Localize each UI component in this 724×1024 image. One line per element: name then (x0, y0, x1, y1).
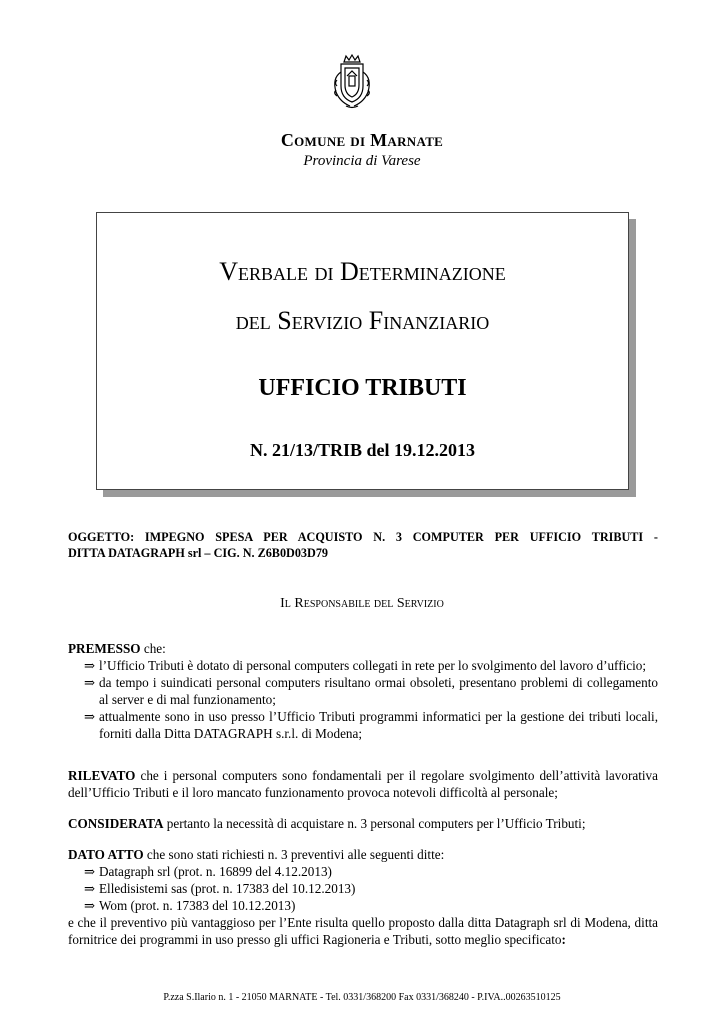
list-item-text: Datagraph srl (prot. n. 16899 del 4.12.2013) (99, 864, 332, 879)
dato-atto-closing-colon: : (561, 932, 566, 947)
arrow-right-icon: ⇒ (84, 881, 96, 896)
dato-atto-closing (68, 914, 658, 948)
list-item-text: l’Ufficio Tributi è dotato di personal computers collegati in rete per lo svolgimento del lavoro d’ufficio; (99, 658, 647, 673)
section-heading-responsabile: Il Responsabile del Servizio (280, 596, 444, 611)
determination-number: N. 21/13/TRIB del 19.12.2013 (249, 440, 476, 460)
premesso-label: PREMESSO (68, 641, 141, 656)
title-ufficio: UFFICIO TRIBUTI (258, 375, 467, 401)
subject-line-1: OGGETTO: IMPEGNO SPESA PER ACQUISTO N. 3 COMPUTER PER UFFICIO TRIBUTI - (68, 530, 658, 544)
list-item-text: attualmente sono in uso presso l’Ufficio Tributi programmi informatici per la gestione dei tributi locali, forniti dalla Ditta DATAGRAPH s.r.l. di Modena; (99, 709, 658, 741)
considerata-text: pertanto la necessità di acquistare n. 3 personal computers per l’Ufficio Tributi; (163, 816, 586, 831)
list-item (68, 880, 658, 897)
rilevato-text: che i personal computers sono fondamentali per il regolare svolgimento dell’attività lavorativa dell’Ufficio Tributi e il loro mancato funzionamento provoca notevoli difficoltà al personale; (68, 768, 658, 800)
dato-atto-text: che sono stati richiesti n. 3 preventivi alle seguenti ditte: (143, 847, 445, 862)
list-item (68, 674, 658, 708)
dato-atto-label: DATO ATTO (68, 847, 144, 862)
subject-oggetto (68, 529, 658, 561)
title-box (96, 212, 629, 490)
list-item-text: Wom (prot. n. 17383 del 10.12.2013) (99, 898, 296, 913)
municipal-crest-icon (328, 52, 376, 110)
arrow-right-icon: ⇒ (84, 898, 96, 913)
premesso-text: che: (140, 641, 166, 656)
rilevato-paragraph (68, 767, 658, 801)
arrow-right-icon: ⇒ (84, 709, 96, 724)
municipality-name: Comune di Marnate (280, 130, 444, 150)
list-item-text: Elledisistemi sas (prot. n. 17383 del 10.12.2013) (99, 881, 356, 896)
arrow-right-icon: ⇒ (84, 658, 96, 673)
title-verbale: Verbale di Determinazione (219, 257, 506, 286)
considerata-label: CONSIDERATA (68, 816, 164, 831)
list-item (68, 708, 658, 742)
province-name: Provincia di Varese (303, 153, 421, 169)
premesso-section (68, 640, 658, 742)
dato-atto-section (68, 846, 658, 948)
list-item (68, 897, 658, 914)
list-item (68, 863, 658, 880)
arrow-right-icon: ⇒ (84, 864, 96, 879)
list-item (68, 657, 658, 674)
rilevato-label: RILEVATO (68, 768, 136, 783)
considerata-paragraph (68, 815, 658, 832)
page-footer: P.zza S.Ilario n. 1 - 21050 MARNATE - Tel. 0331/368200 Fax 0331/368240 - P.IVA..00263510125 (163, 992, 561, 1003)
list-item-text: da tempo i suindicati personal computers risultano ormai obsoleti, presentano problemi di collegamento al server e di mal funzionamento; (99, 675, 658, 707)
title-servizio: del Servizio Finanziario (235, 306, 490, 335)
arrow-right-icon: ⇒ (84, 675, 96, 690)
subject-line-2: DITTA DATAGRAPH srl – CIG. N. Z6B0D03D79 (68, 546, 329, 560)
dato-atto-closing-text: e che il preventivo più vantaggioso per l’Ente risulta quello proposto dalla ditta Datagraph srl di Modena, ditta fornitrice dei programmi in uso presso gli uffici Ragioneria e Tributi, sotto meglio specificato (68, 915, 658, 947)
